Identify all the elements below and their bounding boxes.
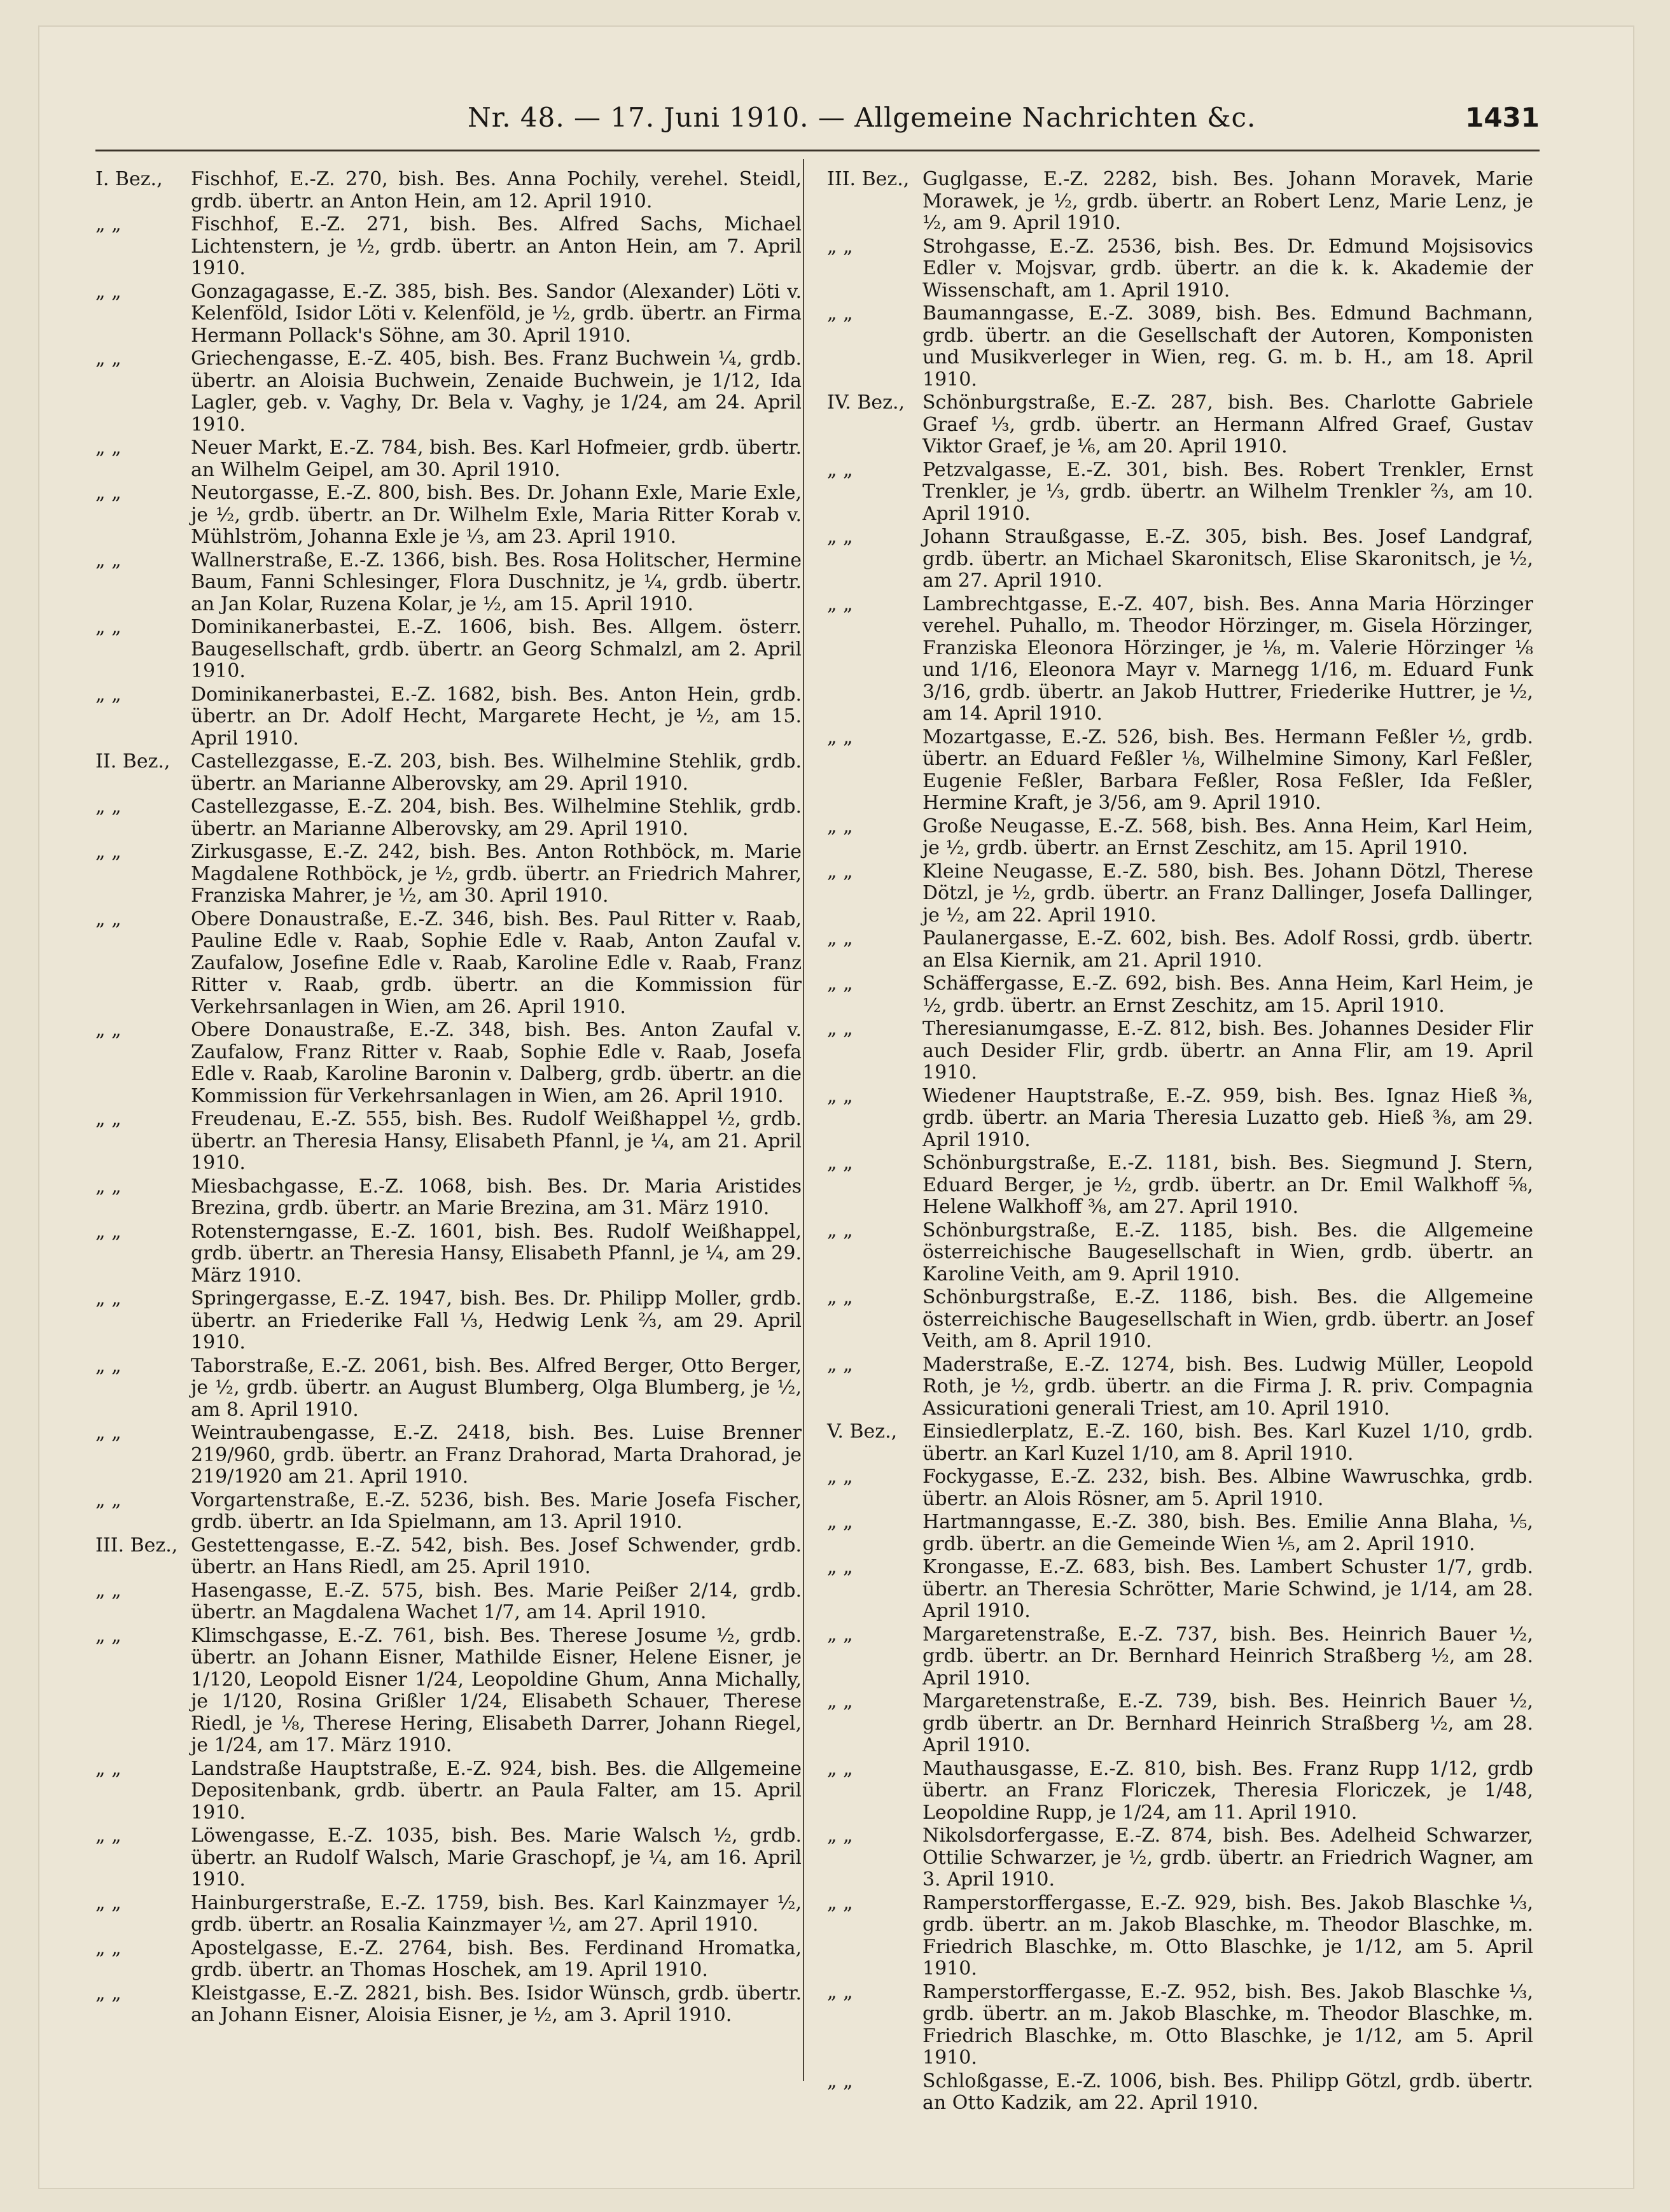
entry-text: Petzvalgasse, E.-Z. 301, bish. Bes. Robert Trenkler, Ernst Trenkler, je ⅓, grdb. übertr. an Wilhelm Trenkler ⅔, am 10. April 1910. [922,458,1533,525]
district-label: „ „ [827,1891,853,1914]
register-entry [95,482,802,549]
register-entry [95,684,802,750]
district-label: I. Bez., [95,168,163,190]
register-entry [95,909,802,1019]
district-label: „ „ [827,1690,853,1712]
district-label: „ „ [827,1018,853,1040]
entry-text: Weintraubengasse, E.-Z. 2418, bish. Bes. Luise Brenner 219/960, grdb. übertr. an Franz Drahorad, Marta Drahorad, je 219/1920 am 21. April 1910. [191,1422,802,1488]
register-entry [827,1825,1533,1891]
district-label: „ „ [95,1354,122,1377]
register-entry [95,1535,802,1579]
district-label: „ „ [827,1466,853,1488]
entry-text: Zirkusgasse, E.-Z. 242, bish. Bes. Anton Rothböck, m. Marie Magdalene Rothböck, je ½, grdb. übertr. an Friedrich Mahrer, Franziska Mahrer, je ½, am 30. April 1910. [191,841,802,907]
entry-text: Obere Donaustraße, E.-Z. 348, bish. Bes. Anton Zaufal v. Zaufalow, Franz Ritter v. Raab, Sophie Edle v. Raab, Josefa Edle v. Raab, Karoline Baronin v. Dalberg, grdb. übertr. an die Kommission für Verkehrsanlagen in Wien, am 26. April 1910. [191,1019,802,1107]
entry-text: Griechengasse, E.-Z. 405, bish. Bes. Franz Buchwein ¼, grdb. übertr. an Aloisia Buchwein, Zenaide Buchwein, je 1/12, Ida Lagler, geb. v. Vaghy, Dr. Bela v. Vaghy, je 1/24, am 24. April 1910. [191,347,802,436]
entry-text: Wallnerstraße, E.-Z. 1366, bish. Bes. Rosa Holitscher, Hermine Baum, Fanni Schlesinger, Flora Duschnitz, je ¼, grdb. übertr. an Jan Kolar, Ruzena Kolar, je ½, am 15. April 1910. [191,549,802,615]
district-label: „ „ [95,1757,122,1780]
entry-text: Fockygasse, E.-Z. 232, bish. Bes. Albine Wawruschka, grdb. übertr. an Alois Rösner, am 5. April 1910. [922,1466,1533,1510]
entry-text: Ramperstorffergasse, E.-Z. 929, bish. Bes. Jakob Blaschke ⅓, grdb. übertr. an m. Jakob Blaschke, m. Theodor Blaschke, m. Friedrich Blaschke, m. Otto Blaschke, je 1/12, am 5. April 1910. [922,1891,1533,1980]
district-label: „ „ [95,1220,122,1243]
entry-text: Fischhof, E.-Z. 270, bish. Bes. Anna Pochily, verehel. Steidl, grdb. übertr. an Anton Hein, am 12. April 1910. [191,168,802,213]
register-entry [95,751,802,795]
district-label: „ „ [827,1980,853,2003]
entry-text: Mauthausgasse, E.-Z. 810, bish. Bes. Franz Rupp 1/12, grdb übertr. an Franz Floriczek, Theresia Floriczek, je 1/48, Leopoldine Rupp, je 1/24, am 11. April 1910. [922,1757,1533,1824]
district-label: „ „ [95,437,122,459]
entry-text: Gonzagagasse, E.-Z. 385, bish. Bes. Sandor (Alexander) Löti v. Kelenföld, Isidor Löti v. Kelenföld, je ½, grdb. übertr. an Firma Hermann Pollack's Söhne, am 30. April 1910. [191,280,802,347]
register-entry [95,796,802,840]
district-label: „ „ [827,1084,853,1107]
entry-text: Apostelgasse, E.-Z. 2764, bish. Bes. Ferdinand Hromatka, grdb. übertr. an Thomas Hoschek, am 19. April 1910. [191,1936,802,1981]
page-header [95,95,1540,140]
register-entry [95,841,802,907]
register-entry [95,214,802,280]
register-entry [827,1624,1533,1690]
register-entry [827,1466,1533,1510]
register-entry [827,1086,1533,1152]
entry-text: Wiedener Hauptstraße, E.-Z. 959, bish. Bes. Ignaz Hieß ⅜, grdb. übertr. an Maria Theresia Luzatto geb. Hieß ⅜, am 29. April 1910. [922,1084,1533,1151]
district-label: „ „ [827,1556,853,1578]
column-divider [803,159,804,2081]
entry-text: Schäffergasse, E.-Z. 692, bish. Bes. Anna Heim, Karl Heim, je ½, grdb. übertr. an Ernst Zeschitz, am 15. April 1910. [922,972,1533,1017]
entry-text: Miesbachgasse, E.-Z. 1068, bish. Bes. Dr. Maria Aristides Brezina, grdb. übertr. an Marie Brezina, am 31. März 1910. [191,1175,802,1219]
register-entry [827,973,1533,1017]
register-entry [95,281,802,347]
register-entry [827,1982,1533,2069]
district-label: „ „ [95,907,122,930]
register-entry [827,1511,1533,1555]
entry-text: Große Neugasse, E.-Z. 568, bish. Bes. Anna Heim, Karl Heim, je ½, grdb. übertr. an Ernst Zeschitz, am 15. April 1910. [922,815,1533,859]
district-label: „ „ [95,549,122,571]
district-label: „ „ [95,795,122,818]
entry-text: Margaretenstraße, E.-Z. 739, bish. Bes. Heinrich Bauer ½, grdb übertr. an Dr. Bernhard Heinrich Straßberg ½, am 28. April 1910. [922,1690,1533,1756]
district-label: „ „ [827,1757,853,1780]
register-entry [827,169,1533,235]
register-entry [95,1983,802,2027]
district-label: „ „ [95,482,122,504]
district-label: „ „ [95,1287,122,1310]
entry-text: Kleistgasse, E.-Z. 2821, bish. Bes. Isidor Wünsch, grdb. übertr. an Johann Eisner, Aloisia Eisner, je ½, am 3. April 1910. [191,1982,802,2026]
entry-text: Kleine Neugasse, E.-Z. 580, bish. Bes. Johann Dötzl, Therese Dötzl, je ½, grdb. übertr. an Franz Dallinger, Josefa Dallinger, je ½, am 22. April 1910. [922,860,1533,927]
district-label: „ „ [827,1353,853,1376]
entry-text: Lambrechtgasse, E.-Z. 407, bish. Bes. Anna Maria Hörzinger verehel. Puhallo, m. Theodor Hörzinger, m. Gisela Hörzinger, Franziska Eleonora Hörzinger, je ⅛, m. Valerie Hörzinger ⅛ und 1/16, Eleonora Mayr v. Marnegg 1/16, m. Eduard Funk 3/16, grdb. übertr. an Jakob Huttrer, Friederike Huttrer, je ½, am 14. April 1910. [922,592,1533,725]
register-entry [827,2071,1533,2115]
register-entry [827,459,1533,526]
district-label: „ „ [95,1175,122,1198]
page-number: 1431 [1465,102,1540,133]
register-entry [827,526,1533,592]
register-entry [95,1422,802,1488]
district-label: „ „ [95,1108,122,1130]
entry-text: Mozartgasse, E.-Z. 526, bish. Bes. Hermann Feßler ½, grdb. übertr. an Eduard Feßler ⅛, Wilhelmine Simony, Karl Feßler, Eugenie Feßler, Barbara Feßler, Rosa Feßler, Ida Feßler, Hermine Kraft, je 3/56, am 9. April 1910. [922,725,1533,814]
entry-text: Springergasse, E.-Z. 1947, bish. Bes. Dr. Philipp Moller, grdb. übertr. an Friederike Fall ⅓, Hedwig Lenk ⅔, am 29. April 1910. [191,1287,802,1354]
entry-text: Schönburgstraße, E.-Z. 1185, bish. Bes. die Allgemeine österreichische Baugesellschaft in Wien, grdb. übertr. an Karoline Veith, am 9. April 1910. [922,1219,1533,1285]
district-label: „ „ [95,280,122,303]
district-label: „ „ [95,1624,122,1647]
district-label: „ „ [95,1982,122,2005]
register-entry [827,1691,1533,1757]
entry-text: Löwengasse, E.-Z. 1035, bish. Bes. Marie Walsch ½, grdb. übertr. an Rudolf Walsch, Marie Graschopf, je ¼, am 16. April 1910. [191,1824,802,1891]
entry-text: Johann Straußgasse, E.-Z. 305, bish. Bes. Josef Landgraf, grdb. übertr. an Michael Skaronitsch, Elise Skaronitsch, je ½, am 27. April 1910. [922,526,1533,592]
entry-text: Margaretenstraße, E.-Z. 737, bish. Bes. Heinrich Bauer ½, grdb. übertr. an Dr. Bernhard Heinrich Straßberg ½, am 28. April 1910. [922,1623,1533,1690]
entry-text: Strohgasse, E.-Z. 2536, bish. Bes. Dr. Edmund Mojsisovics Edler v. Mojsvar, grdb. übertr. an die k. k. Akademie der Wissenschaft, am 1. April 1910. [922,235,1533,302]
entry-text: Gestettengasse, E.-Z. 542, bish. Bes. Josef Schwender, grdb. übertr. an Hans Riedl, am 25. April 1910. [191,1534,802,1578]
district-label: „ „ [827,302,853,325]
district-label: „ „ [95,1891,122,1914]
district-label: III. Bez., [95,1534,178,1557]
entry-text: Guglgasse, E.-Z. 2282, bish. Bes. Johann Moravek, Marie Morawek, je ½, grdb. übertr. an Robert Lenz, Marie Lenz, je ½, am 9. April 1910. [922,168,1533,234]
entry-text: Rotensterngasse, E.-Z. 1601, bish. Bes. Rudolf Weißhappel, grdb. übertr. an Theresia Hansy, Elisabeth Pfannl, je ¼, am 29. März 1910. [191,1220,802,1287]
register-entry [95,1019,802,1107]
entry-text: Neuer Markt, E.-Z. 784, bish. Bes. Karl Hofmeier, grdb. übertr. an Wilhelm Geipel, am 30. April 1910. [191,437,802,481]
district-label: „ „ [95,1488,122,1511]
entry-text: Vorgartenstraße, E.-Z. 5236, bish. Bes. Marie Josefa Fischer, grdb. übertr. an Ida Spielmann, am 13. April 1910. [191,1488,802,1533]
register-entry [827,1421,1533,1465]
entry-text: Krongasse, E.-Z. 683, bish. Bes. Lambert Schuster 1/7, grdb. übertr. an Theresia Schrötter, Marie Schwind, je 1/14, am 28. April 1910. [922,1556,1533,1622]
district-label: „ „ [827,972,853,995]
register-entry [827,1287,1533,1353]
entry-text: Baumanngasse, E.-Z. 3089, bish. Bes. Edmund Bachmann, grdb. übertr. an die Gesellschaft der Autoren, Komponisten und Musikverleger in Wien, reg. G. m. b. H., am 18. April 1910. [922,302,1533,391]
entry-text: Freudenau, E.-Z. 555, bish. Bes. Rudolf Weißhappel ½, grdb. übertr. an Theresia Hansy, Elisabeth Pfannl, je ¼, am 21. April 1910. [191,1108,802,1174]
register-entry [95,169,802,213]
district-label: „ „ [827,2069,853,2092]
register-entry [827,1152,1533,1219]
register-entry [95,617,802,683]
register-entry [827,1893,1533,1980]
entry-text: Castellezgasse, E.-Z. 203, bish. Bes. Wilhelmine Stehlik, grdb. übertr. an Marianne Alberovsky, am 29. April 1910. [191,750,802,795]
entry-text: Dominikanerbastei, E.-Z. 1606, bish. Bes. Allgem. österr. Baugesellschaft, grdb. übertr. an Georg Schmalzl, am 2. April 1910. [191,616,802,682]
district-label: „ „ [95,841,122,863]
register-entry [95,1355,802,1422]
register-entry [95,1490,802,1534]
register-entry [95,1176,802,1220]
register-entry [827,928,1533,972]
register-entry [95,1288,802,1354]
entry-text: Dominikanerbastei, E.-Z. 1682, bish. Bes. Anton Hein, grdb. übertr. an Dr. Adolf Hecht, Margarete Hecht, je ½, am 15. April 1910. [191,683,802,750]
district-label: „ „ [95,1019,122,1041]
district-label: „ „ [95,683,122,706]
district-label: „ „ [827,1286,853,1308]
register-entry [827,1354,1533,1420]
district-label: „ „ [95,213,122,235]
entry-text: Schloßgasse, E.-Z. 1006, bish. Bes. Philipp Götzl, grdb. übertr. an Otto Kadzik, am 22. April 1910. [922,2069,1533,2114]
entry-text: Klimschgasse, E.-Z. 761, bish. Bes. Therese Josume ½, grdb. übertr. an Johann Eisner, Mathilde Eisner, Helene Eisner, je 1/120, Leopold Eisner 1/24, Leopoldine Ghum, Anna Michally, je 1/120, Rosina Grißler 1/24, Elisabeth Schauer, Therese Riedl, je ⅛, Therese Hering, Elisabeth Darrer, Johann Riegel, je 1/24, am 17. März 1910. [191,1624,802,1756]
register-entry [95,550,802,616]
register-entry [827,236,1533,302]
district-label: „ „ [827,1152,853,1174]
entry-text: Schönburgstraße, E.-Z. 287, bish. Bes. Charlotte Gabriele Graef ⅓, grdb. übertr. an Hermann Alfred Graef, Gustav Viktor Graef, je ⅙, am 20. April 1910. [922,391,1533,458]
district-label: V. Bez., [827,1420,898,1443]
district-label: „ „ [827,1511,853,1533]
header-title: Nr. 48. — 17. Juni 1910. — Allgemeine Nachrichten &c. [468,102,1256,133]
district-label: „ „ [827,860,853,883]
entry-text: Hainburgerstraße, E.-Z. 1759, bish. Bes. Karl Kainzmayer ½, grdb. übertr. an Rosalia Kainzmayer ½, am 27. April 1910. [191,1891,802,1936]
register-entry [95,1938,802,1982]
district-label: „ „ [827,458,853,481]
register-entry [827,727,1533,815]
entry-text: Paulanergasse, E.-Z. 602, bish. Bes. Adolf Rossi, grdb. übertr. an Elsa Kiernik, am 21. April 1910. [922,927,1533,972]
district-label: „ „ [827,725,853,748]
entry-text: Hasengasse, E.-Z. 575, bish. Bes. Marie Peißer 2/14, grdb. übertr. an Magdalena Wachet 1/7, am 14. April 1910. [191,1579,802,1623]
entry-text: Fischhof, E.-Z. 271, bish. Bes. Alfred Sachs, Michael Lichtenstern, je ½, grdb. übertr. an Anton Hein, am 7. April 1910. [191,213,802,279]
district-label: IV. Bez., [827,391,905,414]
right-column [827,169,1533,2116]
register-entry [827,594,1533,725]
register-entry [827,861,1533,927]
register-entry [95,437,802,481]
district-label: II. Bez., [95,750,170,773]
register-entry [95,1893,802,1936]
district-label: „ „ [95,347,122,370]
entry-text: Einsiedlerplatz, E.-Z. 160, bish. Bes. Karl Kuzel 1/10, grdb. übertr. an Karl Kuzel 1/10, am 8. April 1910. [922,1420,1533,1465]
district-label: „ „ [95,1824,122,1847]
district-label: „ „ [827,815,853,837]
district-label: „ „ [827,927,853,949]
register-entry [827,303,1533,391]
entry-text: Schönburgstraße, E.-Z. 1186, bish. Bes. die Allgemeine österreichische Baugesellschaft in Wien, grdb. übertr. an Josef Veith, am 8. April 1910. [922,1286,1533,1352]
district-label: „ „ [827,1824,853,1847]
register-entry [827,1758,1533,1824]
left-column [95,169,802,2028]
district-label: „ „ [827,1623,853,1646]
entry-text: Neutorgasse, E.-Z. 800, bish. Bes. Dr. Johann Exle, Marie Exle, je ½, grdb. übertr. an Dr. Wilhelm Exle, Maria Ritter Korab v. Mühlström, Johanna Exle je ⅓, am 23. April 1910. [191,482,802,548]
register-entry [827,1018,1533,1084]
register-entry [95,1221,802,1287]
register-entry [827,816,1533,860]
header-rule [95,150,1540,151]
entry-text: Hartmanngasse, E.-Z. 380, bish. Bes. Emilie Anna Blaha, ⅕, grdb. übertr. an die Gemeinde Wien ⅕, am 2. April 1910. [922,1511,1533,1555]
entry-text: Nikolsdorfergasse, E.-Z. 874, bish. Bes. Adelheid Schwarzer, Ottilie Schwarzer, je ½, grdb. übertr. an Friedrich Wagner, am 3. April 1910. [922,1824,1533,1891]
register-entry [95,1109,802,1175]
entry-text: Schönburgstraße, E.-Z. 1181, bish. Bes. Siegmund J. Stern, Eduard Berger, je ½, grdb. übertr. an Dr. Emil Walkhoff ⅝, Helene Walkhoff ⅜, am 27. April 1910. [922,1152,1533,1218]
entry-text: Castellezgasse, E.-Z. 204, bish. Bes. Wilhelmine Stehlik, grdb. übertr. an Marianne Alberovsky, am 29. April 1910. [191,795,802,840]
register-entry [827,1557,1533,1623]
entry-text: Landstraße Hauptstraße, E.-Z. 924, bish. Bes. die Allgemeine Depositenbank, grdb. übertr. an Paula Falter, am 15. April 1910. [191,1757,802,1824]
register-entry [95,1625,802,1757]
entry-text: Maderstraße, E.-Z. 1274, bish. Bes. Ludwig Müller, Leopold Roth, je ½, grdb. übertr. an die Firma J. R. priv. Compagnia Assicurationi generali Triest, am 10. April 1910. [922,1353,1533,1420]
district-label: „ „ [827,1219,853,1242]
register-entry [827,392,1533,458]
district-label: „ „ [95,1936,122,1959]
entry-text: Ramperstorffergasse, E.-Z. 952, bish. Bes. Jakob Blaschke ⅓, grdb. übertr. an m. Jakob Blaschke, m. Theodor Blaschke, m. Friedrich Blaschke, m. Otto Blaschke, je 1/12, am 5. April 1910. [922,1980,1533,2069]
register-entry [95,1825,802,1891]
register-entry [95,348,802,436]
register-entry [95,1580,802,1624]
district-label: „ „ [95,1579,122,1602]
entry-text: Obere Donaustraße, E.-Z. 346, bish. Bes. Paul Ritter v. Raab, Pauline Edle v. Raab, Sophie Edle v. Raab, Anton Zaufal v. Zaufalow, Josefine Edle v. Raab, Karoline Edle v. Raab, Franz Ritter v. Raab, grdb. übertr. an die Kommission für Verkehrsanlagen in Wien, am 26. April 1910. [191,907,802,1018]
district-label: „ „ [827,235,853,258]
register-entry [827,1220,1533,1286]
district-label: „ „ [827,592,853,615]
register-entry [95,1758,802,1824]
district-label: „ „ [827,526,853,548]
entry-text: Theresianumgasse, E.-Z. 812, bish. Bes. Johannes Desider Flir auch Desider Flir, grdb. übertr. an Anna Flir, am 19. April 1910. [922,1018,1533,1084]
district-label: „ „ [95,616,122,638]
entry-text: Taborstraße, E.-Z. 2061, bish. Bes. Alfred Berger, Otto Berger, je ½, grdb. übertr. an August Blumberg, Olga Blumberg, je ½, am 8. April 1910. [191,1354,802,1421]
district-label: III. Bez., [827,168,910,190]
district-label: „ „ [95,1422,122,1444]
